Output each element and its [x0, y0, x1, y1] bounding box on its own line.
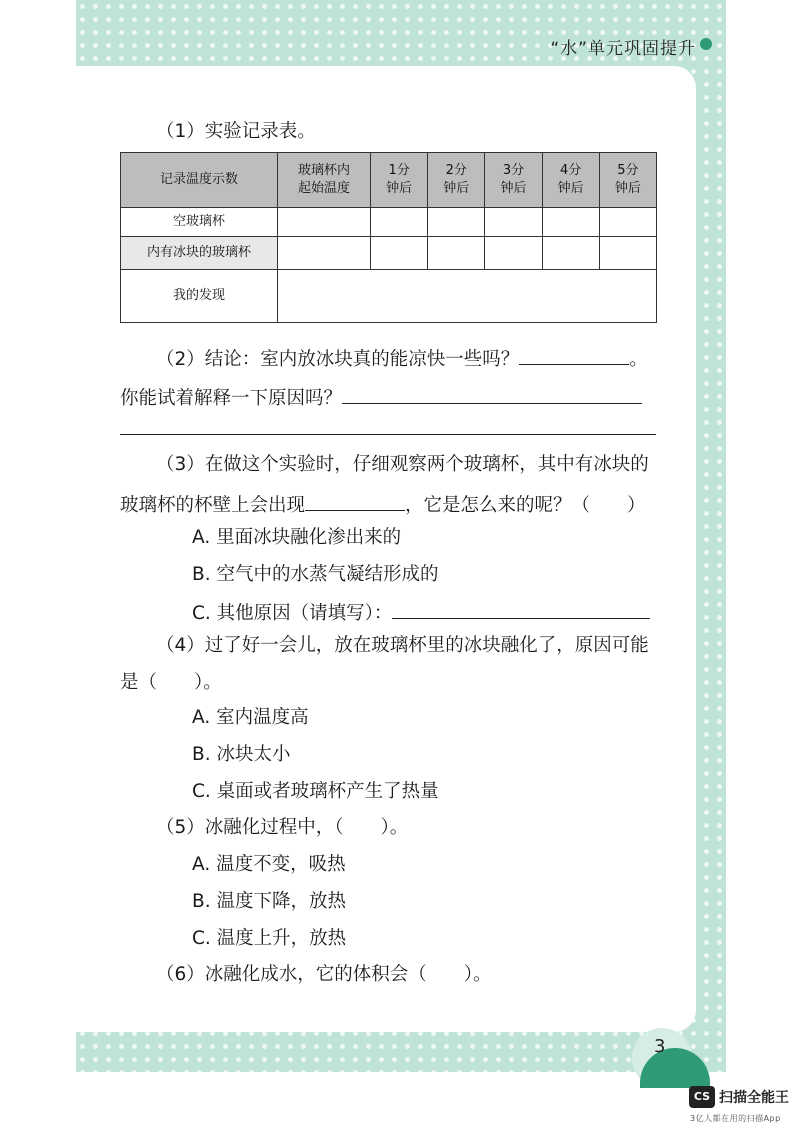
q3-other-blank[interactable]	[392, 598, 650, 619]
q3-option-c[interactable]	[192, 598, 650, 627]
row-label: 我的发现	[121, 270, 278, 323]
findings-cell[interactable]	[278, 270, 657, 323]
table-cell[interactable]	[542, 208, 599, 237]
q4-option-a[interactable]: A. 室内温度高	[192, 707, 309, 728]
header-cell: 记录温度示数	[121, 153, 278, 208]
watermark-tagline: 3亿人都在用的扫描App	[690, 1114, 781, 1123]
table-row	[121, 237, 657, 270]
q2-answer-blank[interactable]	[519, 344, 629, 365]
q2-explain-prompt: 你能试着解释一下原因吗？	[120, 388, 343, 409]
q2-line1	[156, 344, 648, 373]
header-cell: 5分 钟后	[599, 153, 656, 208]
q2-line2	[120, 383, 642, 412]
q5-line1: （5）冰融化过程中，（ ）。	[156, 817, 409, 838]
table-header-row	[121, 153, 657, 208]
watermark-name: 扫描全能王	[719, 1090, 789, 1106]
table-cell[interactable]	[278, 237, 371, 270]
q3-answer-blank[interactable]	[305, 490, 405, 511]
q4-option-c[interactable]: C. 桌面或者玻璃杯产生了热量	[192, 781, 439, 802]
q2-explain-blank[interactable]	[342, 383, 642, 404]
q5-option-c[interactable]: C. 温度上升，放热	[192, 928, 347, 949]
table-row	[121, 270, 657, 323]
title-bullet-icon	[700, 38, 712, 50]
table-cell[interactable]	[599, 237, 656, 270]
q4-option-b[interactable]: B. 冰块太小	[192, 744, 291, 765]
table-cell[interactable]	[428, 237, 485, 270]
q5-option-a[interactable]: A. 温度不变，吸热	[192, 854, 346, 875]
unit-title: “水”单元巩固提升	[550, 39, 696, 59]
table-cell[interactable]	[371, 237, 428, 270]
q4-line2: 是（ ）。	[120, 672, 222, 693]
q3-option-a[interactable]: A. 里面冰块融化渗出来的	[192, 527, 402, 548]
header-cell: 1分 钟后	[371, 153, 428, 208]
header-cell: 4分 钟后	[542, 153, 599, 208]
section-title: （1）实验记录表。	[156, 121, 316, 142]
table-cell[interactable]	[371, 208, 428, 237]
table-cell[interactable]	[485, 208, 542, 237]
q2-question: （2）结论：室内放冰块真的能凉快一些吗？	[156, 349, 520, 370]
header-cell: 3分 钟后	[485, 153, 542, 208]
q3-text-a: 玻璃杯的杯壁上会出现	[120, 495, 306, 516]
header-cell: 2分 钟后	[428, 153, 485, 208]
table-cell[interactable]	[542, 237, 599, 270]
q3-line2	[120, 490, 646, 519]
q2-period: 。	[629, 349, 648, 370]
q3-option-c-label: C. 其他原因（请填写）：	[192, 603, 393, 624]
q2-answer-line[interactable]	[120, 434, 656, 435]
table-cell[interactable]	[485, 237, 542, 270]
q3-text-b: ，它是怎么来的呢？（ ）	[405, 495, 646, 516]
camscanner-logo-icon: CS	[689, 1086, 715, 1108]
q6-line1: （6）冰融化成水，它的体积会（ ）。	[156, 964, 492, 985]
table-cell[interactable]	[278, 208, 371, 237]
q4-line1: （4）过了好一会儿，放在玻璃杯里的冰块融化了，原因可能	[156, 635, 649, 656]
table-cell[interactable]	[599, 208, 656, 237]
row-label: 内有冰块的玻璃杯	[121, 237, 278, 270]
table-row	[121, 208, 657, 237]
header-cell: 玻璃杯内 起始温度	[278, 153, 371, 208]
q3-line1: （3）在做这个实验时，仔细观察两个玻璃杯，其中有冰块的	[156, 454, 649, 475]
experiment-record-table	[120, 152, 657, 323]
page-number: 3	[654, 1036, 666, 1057]
q3-option-b[interactable]: B. 空气中的水蒸气凝结形成的	[192, 564, 439, 585]
table-cell[interactable]	[428, 208, 485, 237]
row-label: 空玻璃杯	[121, 208, 278, 237]
q5-option-b[interactable]: B. 温度下降，放热	[192, 891, 346, 912]
